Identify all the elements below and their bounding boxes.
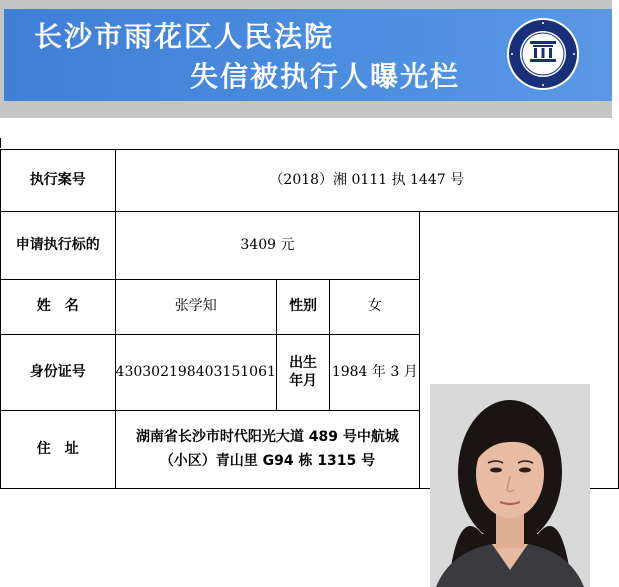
- amount-label: 申请执行标的: [1, 212, 116, 280]
- birth-label-line2: 年月: [289, 372, 318, 389]
- amount-value: 3409 元: [115, 212, 420, 280]
- header-banner: [0, 0, 612, 118]
- table-row: [1, 150, 619, 212]
- divider-tick: [0, 138, 1, 148]
- name-value: 张学知: [115, 280, 276, 335]
- case-number-value: （2018）湘 0111 执 1447 号: [115, 150, 618, 212]
- photo-cell: [420, 212, 619, 489]
- blacklist-title: 失信被执行人曝光栏: [190, 60, 461, 93]
- birth-label-line1: 出生: [289, 355, 318, 371]
- case-number-label: 执行案号: [1, 150, 116, 212]
- gender-label: 性别: [276, 280, 329, 335]
- address-line2: （小区）青山里 G94 栋 1315 号: [159, 452, 376, 469]
- table-row: [1, 212, 619, 280]
- id-number-label: 身份证号: [1, 335, 116, 411]
- address-value: [115, 411, 420, 489]
- gender-value: 女: [330, 280, 420, 335]
- id-number-value: 430302198403151061: [115, 335, 276, 411]
- debtor-info-table: [0, 149, 619, 489]
- birth-date-value: 1984 年 3 月: [330, 335, 420, 411]
- court-name-title: 长沙市雨花区人民法院: [34, 20, 335, 53]
- name-label: 姓 名: [1, 280, 116, 335]
- address-label: 住 址: [1, 411, 116, 489]
- address-line1: 湖南省长沙市时代阳光大道 489 号中航城: [135, 429, 399, 445]
- court-seal-icon: [506, 17, 580, 91]
- birth-date-label: [276, 335, 329, 411]
